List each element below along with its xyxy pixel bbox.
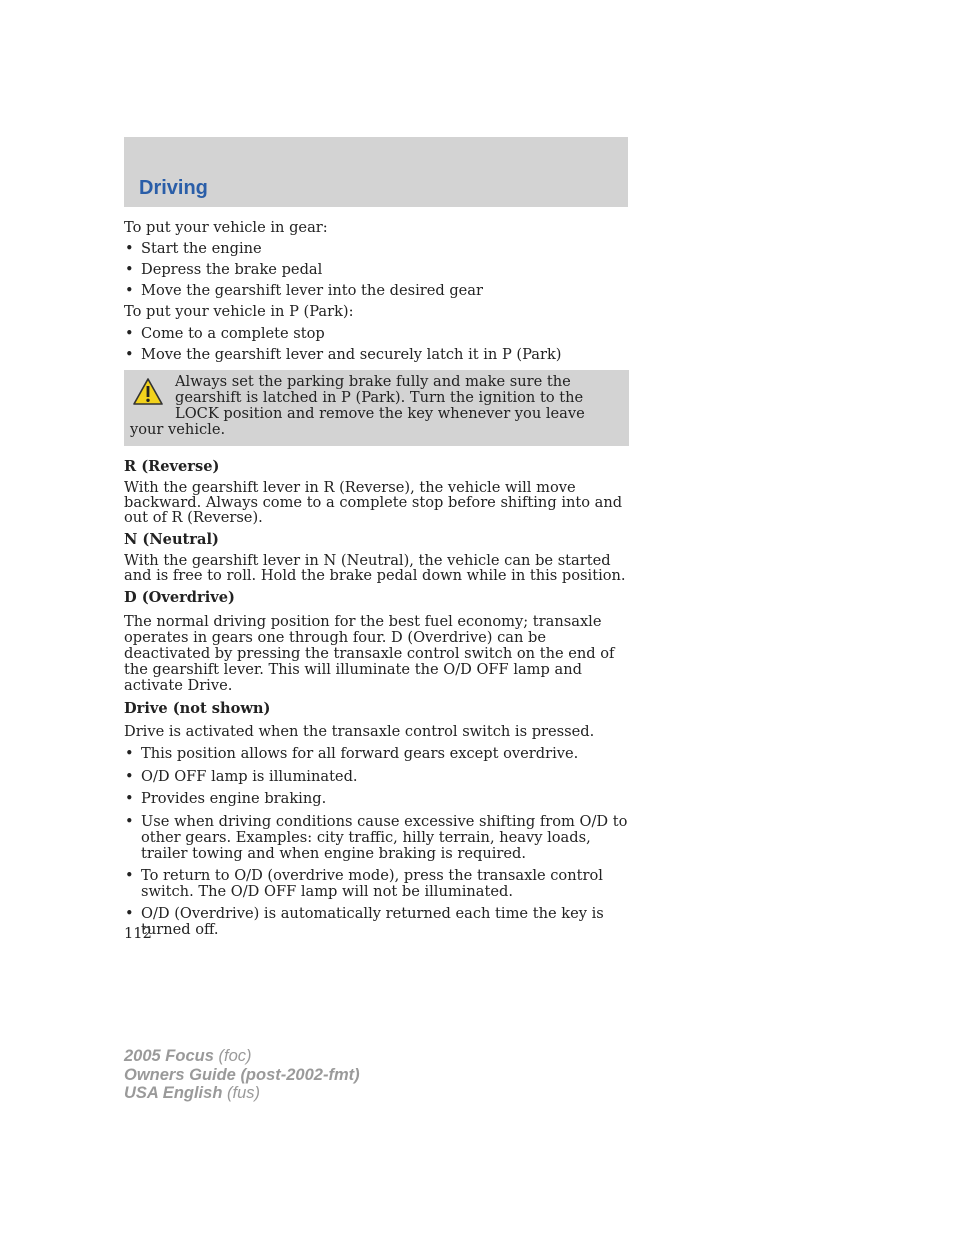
neutral-heading: N (Neutral) [124, 531, 219, 548]
list-item: • This position allows for all forward gears except overdrive. [124, 746, 629, 762]
list-item: • Come to a complete stop [124, 326, 629, 342]
list-item: • O/D OFF lamp is illuminated. [124, 769, 629, 785]
list-item: • Start the engine [124, 241, 629, 257]
warning-triangle-icon [132, 377, 164, 407]
list-item: • To return to O/D (overdrive mode), press the transaxle control switch. The O/D OFF lamp will not be illuminated. [124, 868, 629, 900]
list-item: • Move the gearshift lever and securely latch it in P (Park) [124, 347, 629, 363]
footer-language-code: (fus) [227, 1084, 260, 1102]
warning-box [124, 370, 629, 446]
warning-text: Always set the parking brake fully and make sure the gearshift is latched in P (Park). Turn the ignition to the LOCK position and remove the key whenever you leave your vehicle. [130, 373, 585, 438]
section-header [124, 137, 628, 207]
page-number: 112 [124, 925, 152, 942]
footer-line-2 [124, 1066, 360, 1085]
park-intro: To put your vehicle in P (Park): [124, 303, 354, 320]
list-item: • Move the gearshift lever into the desired gear [124, 283, 629, 299]
reverse-text: With the gearshift lever in R (Reverse), the vehicle will move backward. Always come to a complete stop before shifting into and out of R (Reverse). [124, 479, 623, 526]
footer-model: 2005 Focus [124, 1047, 214, 1065]
drive-items-list [124, 746, 629, 938]
overdrive-text: The normal driving position for the best fuel economy; transaxle operates in gears one through four. D (Overdrive) can be deactivated by pressing the transaxle control switch on the end of the gearshift lever. This will illuminate the O/D OFF lamp and activate Drive. [124, 613, 615, 694]
list-item: • Use when driving conditions cause excessive shifting from O/D to other gears. Examples: city traffic, hilly terrain, heavy loads, trailer towing and when engine braking is required. [124, 814, 629, 862]
gear-steps-list [124, 241, 629, 299]
footer-guide: Owners Guide (post-2002-fmt) [124, 1065, 360, 1084]
overdrive-heading: D (Overdrive) [124, 589, 235, 606]
gear-intro: To put your vehicle in gear: [124, 219, 328, 236]
drive-heading: Drive (not shown) [124, 700, 271, 717]
park-steps-list [124, 326, 629, 363]
footer-line-3 [124, 1084, 360, 1103]
footer-model-code: (foc) [218, 1047, 252, 1065]
page-content [124, 220, 629, 938]
list-item: • O/D (Overdrive) is automatically returned each time the key is turned off. [124, 906, 629, 938]
list-item: • Depress the brake pedal [124, 262, 629, 278]
footer-language: USA English [124, 1084, 223, 1102]
neutral-text: With the gearshift lever in N (Neutral), the vehicle can be started and is free to roll. Hold the brake pedal down while in this position. [124, 552, 626, 584]
reverse-heading: R (Reverse) [124, 458, 220, 475]
drive-text: Drive is activated when the transaxle control switch is pressed. [124, 723, 595, 740]
list-item: • Provides engine braking. [124, 791, 629, 807]
document-footer [124, 1047, 360, 1103]
section-title: Driving [139, 177, 208, 199]
footer-line-1 [124, 1047, 360, 1066]
